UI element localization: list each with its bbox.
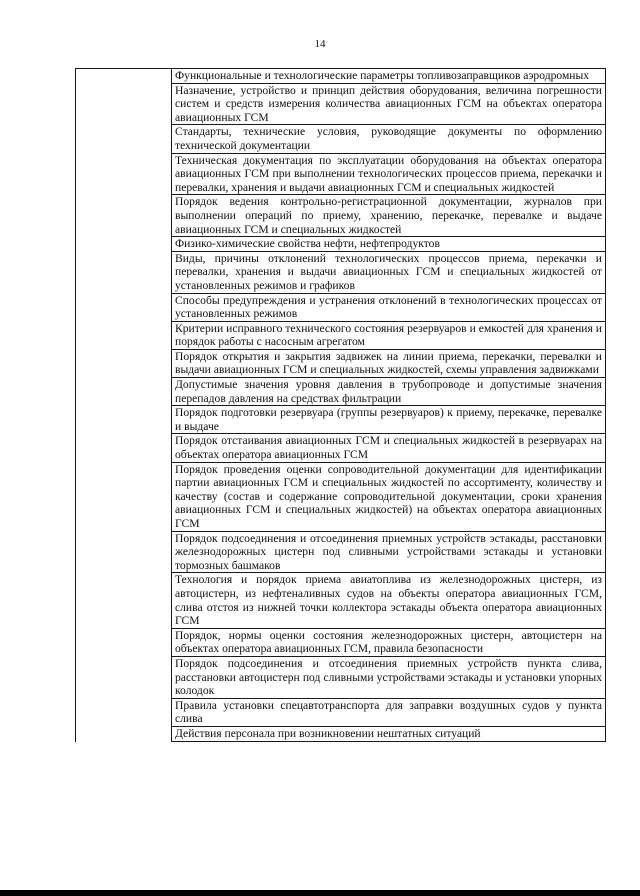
requirements-table	[75, 68, 606, 742]
table-row: Назначение, устройство и принцип действия оборудования, величина погрешности систем и средств измерения количества авиационных ГСМ на объектах оператора авиационных ГСМ	[172, 84, 605, 126]
table-row: Действия персонала при возникновении нештатных ситуаций	[172, 727, 605, 742]
table-row: Правила установки спецавтотранспорта для заправки воздушных судов у пункта слива	[172, 699, 605, 727]
knowledge-list	[172, 69, 605, 742]
page-number: 14	[314, 38, 326, 50]
table-row: Способы предупреждения и устранения отклонений в технологических процессах от установленных режимов	[172, 294, 605, 322]
table-row: Технология и порядок приема авиатоплива из железнодорожных цистерн, из автоцистерн, из нефтеналивных судов на объекты оператора авиационных ГСМ, слива отстоя из нижней точки коллектора эстакады объекта оператора авиационных ГСМ	[172, 573, 605, 628]
table-row: Виды, причины отклонений технологических процессов приема, перекачки и перевалки, хранения и выдачи авиационных ГСМ и специальных жидкостей от установленных режимов и графиков	[172, 252, 605, 294]
table-row: Порядок открытия и закрытия задвижек на линии приема, перекачки, перевалки и выдачи авиационных ГСМ и специальных жидкостей, схемы управления задвижками	[172, 350, 605, 378]
table-row: Порядок проведения оценки сопроводительной документации для идентификации партии авиационных ГСМ и специальных жидкостей по ассортименту, количеству и качеству (состав и содержание сопроводительной документации, сроки хранения авиационных ГСМ и специальных жидкостей) на объектах оператора авиационных ГСМ	[172, 463, 605, 532]
table-row: Порядок, нормы оценки состояния железнодорожных цистерн, автоцистерн на объектах оператора авиационных ГСМ, правила безопасности	[172, 629, 605, 657]
table-row: Функциональные и технологические параметры топливозаправщиков аэродромных	[172, 69, 605, 84]
table-row: Порядок отстаивания авиационных ГСМ и специальных жидкостей в резервуарах на объектах оператора авиационных ГСМ	[172, 434, 605, 462]
table-row: Физико-химические свойства нефти, нефтепродуктов	[172, 237, 605, 252]
table-row: Порядок подсоединения и отсоединения приемных устройств эстакады, расстановки железнодорожных цистерн под сливными устройствами эстакады и установки тормозных башмаков	[172, 532, 605, 574]
table-row: Допустимые значения уровня давления в трубопроводе и допустимые значения перепадов давления на средствах фильтрации	[172, 378, 605, 406]
table-row: Порядок ведения контрольно-регистрационной документации, журналов при выполнении операций по приему, хранению, перекачке, перевалке и выдаче авиационных ГСМ и специальных жидкостей	[172, 195, 605, 237]
table-row: Порядок подготовки резервуара (группы резервуаров) к приему, перекачке, перевалке и выдаче	[172, 406, 605, 434]
table-row: Стандарты, технические условия, руководящие документы по оформлению технической документации	[172, 125, 605, 153]
table-row: Критерии исправного технического состояния резервуаров и емкостей для хранения и порядок работы с насосным агрегатом	[172, 322, 605, 350]
left-column	[76, 69, 172, 742]
table-row: Порядок подсоединения и отсоединения приемных устройств пункта слива, расстановки автоцистерн под сливными устройствами эстакады и установки упорных колодок	[172, 657, 605, 699]
table-row: Техническая документация по эксплуатации оборудования на объектах оператора авиационных ГСМ при выполнении технологических процессов приема, перекачки и перевалки, хранения и выдачи авиационных ГСМ и специальных жидкостей	[172, 154, 605, 196]
scan-edge	[0, 890, 640, 896]
